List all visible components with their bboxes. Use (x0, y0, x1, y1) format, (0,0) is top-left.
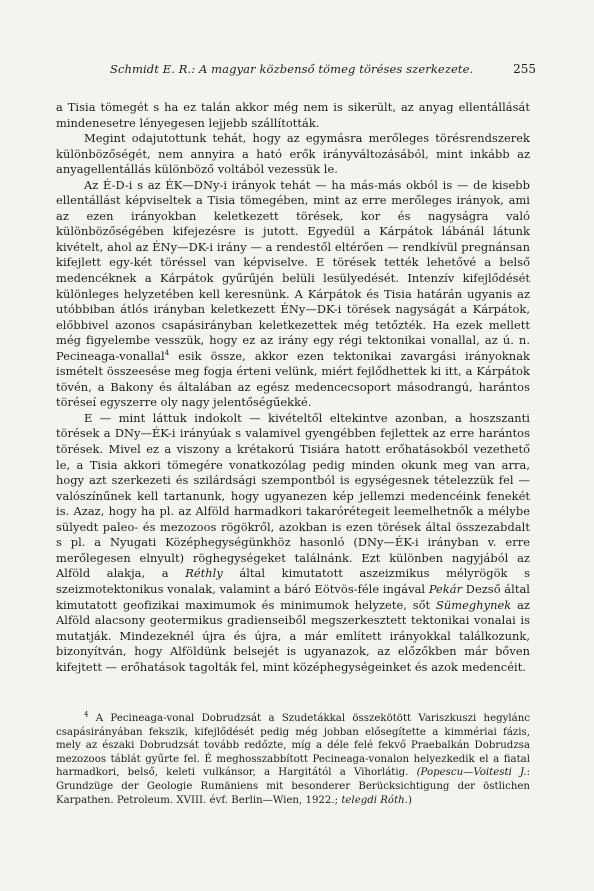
footnote-body: ) (407, 794, 412, 806)
footnote-number: 4 (84, 710, 89, 719)
author-name: Réthly (185, 566, 223, 581)
paragraph-text: Dezső által kimutatott geofizikai maximumok és minimumok helyzete, sőt (56, 581, 530, 612)
author-name: Sümeghynek (436, 597, 512, 612)
footnote-author: (Popescu—Voitesti J. (416, 767, 527, 779)
paragraph-text: az Alföld alacsony geotermikus gradienseiből megszerkesztett tektonikai vonalai is mutatják. Mindezeknél újra és újra, a már említett irányokkal találkozunk, bizonyítván, hogy Alföldünk belsejét is ugyanazok, az előzőkben már bőven kifejtett — erőhatások tagolták fel, mint középhegységeinket és azok medencéit. (56, 597, 530, 674)
paragraph-text: esik össze, akkor ezen tektonikai zavargási irányoknak ismételt összeesése meg fogja érteni velünk, miért fejlődhettek ki itt, a Kárpátok tövén, a Bakony és általában az egész medencecsoport másodrangú, harántos töréseí egyszerre oly nagy jelentőségűekké. (56, 348, 530, 410)
body-text (56, 100, 530, 675)
paragraph-text: által kimutatott aszeizmikus mélyrögök s szeizmotektonikus vonalak, valamint a báró Eötvös-féle ingával (56, 566, 530, 596)
page-header (110, 62, 540, 78)
footnote-body: A Pecineaga-vonal Dobrudzsát a Szudetákkal összekötött Variszkuszi hegylánc csapásirányában fekszik, kifejlődését pedig még jobban elősegítette a kimmériai fázis, mely az északi Dobrudzsát tovább redőzte, míg a déle felé fekvő Praebalkán Dobrudzsa mezozoos táblát gyűrte fel. É meghosszabbított Pecineaga-vonalon helyezkedik el a fiatal harmadkori, belső, keleti vulkánsor, a Hargitától a Vihorlátig. (56, 713, 530, 779)
paragraph: a Tisia tömegét s ha ez talán akkor még nem is sikerült, az anyag ellentállását mindenesetre lényegesen lejjebb szállították. (56, 100, 530, 130)
footnote (56, 712, 530, 807)
paragraph-text: E — mint láttuk indokolt — kivételtől eltekintve azonban, a hoszszanti törések a DNy—ÉK-i irányúak s valamivel gyengébben fejlettek az erre harántos törések. Mivel ez a viszony a krétakorú Tisiára hatott erőhatásokból vezethető le, a Tisia akkori tömegére vonatkozólag pedig minden okunk meg van arra, hogy azt szerkezeti és szilárdsági szempontból is egységesnek tételezzük fel — valószínűnek kell tartanunk, hogy ugyanezen kép jellemzi medencéink fenekét is. Azaz, hogy ha pl. az Alföld harmadkori takarórétegeit leemelhetnők a mélybe sülyedt paleo- és mezozoos rögökről, azokban is ezen törések által összezabdalt s pl. a Nyugati Középhegységünkhöz hasonló (DNy—ÉK-i irányban v. erre merőlegesen elnyult) röghegységeket találnánk. Ezt különben nagyjából az Alföld alakja, a (56, 410, 530, 581)
paragraph: Megint odajutottunk tehát, hogy az egymásra merőleges törésrendszerek különbözőségét, nem annyira a ható erők irányváltozásából, mint inkább az anyagellentállás különböző voltából vezessük le. (56, 131, 530, 177)
paragraph (56, 411, 530, 675)
footnote-marker[interactable]: 4 (164, 348, 170, 357)
page-number: 255 (513, 62, 536, 76)
running-title: Schmidt E. R.: A magyar közbenső tömeg töréses szerkezete. (110, 62, 474, 76)
author-name: Pekár (428, 581, 463, 596)
footnote-text (56, 712, 530, 807)
paragraph (56, 178, 530, 411)
footnote-author: telegdi Róth. (341, 794, 408, 806)
paragraph-text: Az É-D-i s az ÉK—DNy-i irányok tehát — ha más-más okból is — de kisebb ellentállást képviseltek a Tisia tömegében, mint az erre merőleges irányok, ami az ezen irányokban keletkezett törések, kor és nagyságra való különbözőségében kifejezésre is jutott. Egyedül a Kárpátok lábánál látunk kivételt, ahol az ÉNy—DK-i irány — a rendestől eltérően — rendkívül pregnánsan kifejlett egy-két töréssel van képviselve. E törések tették lehetővé a belső medencéknek a Kárpátok gyűrűjén belüli lesülyedését. Intenzív kifejlődését különleges helyzetében kell keresnünk. A Kárpátok és Tisia határán ugyanis az utóbbiban átlós irányban keletkezett ÉNy—DK-i törések nagyságát a Kárpátok, előbbivel azonos csapásirányban keletkezettek még tetőzték. Ha ezek mellett még figyelembe vesszük, hogy ez az irány egy régi tektonikai vonallal, az ú. n. Pecineaga-vonallal (56, 177, 530, 363)
footnote-body: : Grundzüge der Geologie Rumäniens mit besonderer Berücksichtigung der östlichen Karpathen. Petroleum. XVIII. évf. Berlin—Wien, 1922.; (56, 767, 530, 806)
